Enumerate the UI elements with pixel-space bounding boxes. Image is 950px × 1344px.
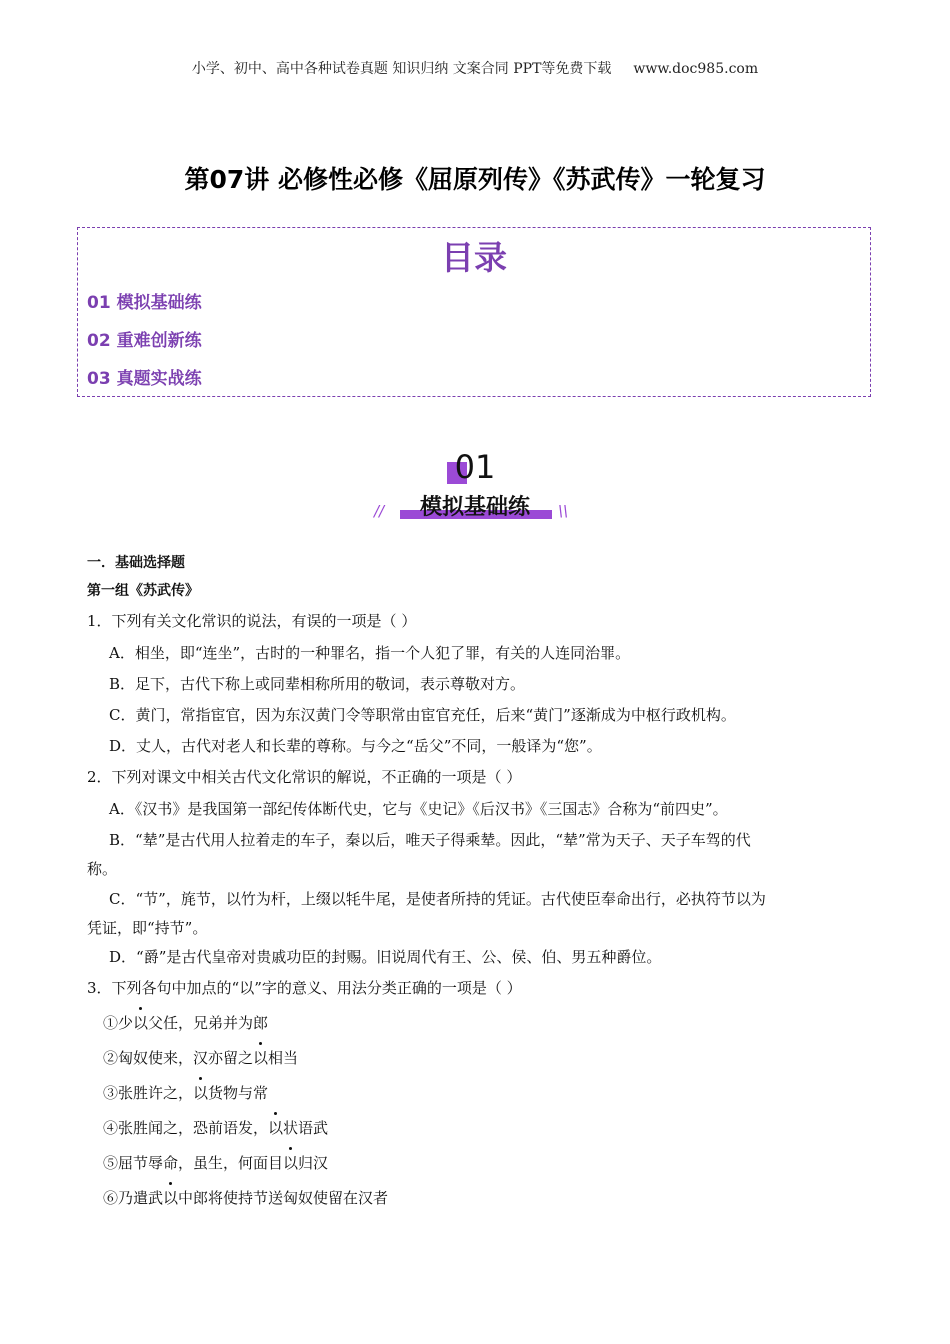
q2-option-c-line2: 凭证，即“持节”。: [87, 919, 208, 937]
dotted-char: 以: [283, 1154, 299, 1172]
toc-heading: 目录: [441, 238, 507, 277]
q2-option-b-line2: 称。: [87, 860, 118, 878]
q1-stem: 1．下列有关文化常识的说法，有误的一项是（ ）: [87, 612, 417, 630]
q3-item-5-before: ⑤屈节辱命，虽生，何面目: [103, 1154, 284, 1172]
q3-item-6: [103, 1187, 388, 1208]
q1-option-d: D．丈人，古代对老人和长辈的尊称。与今之“岳父”不同，一般译为“您”。: [109, 737, 602, 755]
q3-item-4-after: 状语武: [283, 1119, 329, 1137]
dotted-char: 以: [268, 1119, 284, 1137]
q2-stem: 2．下列对课文中相关古代文化常识的解说，不正确的一项是（ ）: [87, 768, 522, 786]
q3-item-1-after: 父任，兄弟并为郎: [148, 1014, 269, 1032]
document-title: 第07讲 必修性必修《屈原列传》《苏武传》一轮复习: [184, 165, 766, 194]
q2-option-d: D．“爵”是古代皇帝对贵戚功臣的封赐。旧说周代有王、公、侯、伯、男五种爵位。: [109, 948, 662, 966]
banner-slash-right: \\: [558, 502, 569, 520]
q1-option-a: A．相坐，即“连坐”，古时的一种罪名，指一个人犯了罪，有关的人连同治罪。: [109, 644, 631, 662]
header-text: 小学、初中、高中各种试卷真题 知识归纳 文案合同 PPT等免费下载: [191, 61, 612, 77]
q3-item-3-before: ③张胜许之，: [103, 1084, 194, 1102]
q1-option-c: C．黄门，常指宦官，因为东汉黄门令等职常由宦官充任，后来“黄门”逐渐成为中枢行政机构。: [109, 706, 736, 724]
section-banner: [370, 450, 580, 530]
q3-item-3-after: 货物与常: [208, 1084, 269, 1102]
section-heading: 一．基础选择题: [87, 555, 185, 571]
q2-option-c-line1: C．“节”，旄节，以竹为杆，上缀以牦牛尾，是使者所持的凭证。古代使臣奉命出行，必执符节以为: [109, 890, 766, 908]
q3-item-2: [103, 1047, 298, 1068]
group-heading: 第一组《苏武传》: [87, 583, 199, 599]
q2-option-a: A．《汉书》是我国第一部纪传体断代史，它与《史记》《后汉书》《三国志》合称为“前四史”。: [109, 800, 728, 818]
q2-option-b-line1: B．“辇”是古代用人拉着走的车子，秦以后，唯天子得乘辇。因此，“辇”常为天子、天子车驾的代: [109, 831, 751, 849]
q3-item-4: [103, 1117, 328, 1138]
q3-item-5: [103, 1152, 328, 1173]
toc-item-2[interactable]: 02 重难创新练: [87, 331, 202, 351]
q3-stem: 3．下列各句中加点的“以”字的意义、用法分类正确的一项是（ ）: [87, 979, 522, 997]
header-site-link[interactable]: www.doc985.com: [633, 61, 759, 77]
q3-item-6-before: ⑥乃遣武: [103, 1189, 164, 1207]
q3-item-5-after: 归汉: [298, 1154, 329, 1172]
dotted-char: 以: [193, 1084, 209, 1102]
q3-item-2-after: 相当: [268, 1049, 299, 1067]
toc-item-1[interactable]: 01 模拟基础练: [87, 293, 202, 313]
banner-title: 模拟基础练: [419, 495, 530, 520]
q3-item-1-before: ①少: [103, 1014, 134, 1032]
page-header: [0, 58, 950, 78]
banner-slash-left: //: [374, 502, 385, 520]
dotted-char: 以: [133, 1014, 149, 1032]
q1-option-b: B．足下，古代下称上或同辈相称所用的敬词，表示尊敬对方。: [109, 675, 526, 693]
q3-item-3: [103, 1082, 268, 1103]
q3-item-6-after: 中郎将使持节送匈奴使留在汉者: [178, 1189, 389, 1207]
dotted-char: 以: [253, 1049, 269, 1067]
q3-item-1: [103, 1012, 268, 1033]
table-of-contents: [77, 227, 871, 397]
dotted-char: 以: [163, 1189, 179, 1207]
q3-item-4-before: ④张胜闻之，恐前语发，: [103, 1119, 269, 1137]
toc-item-3[interactable]: 03 真题实战练: [87, 369, 202, 389]
q3-item-2-before: ②匈奴使来，汉亦留之: [103, 1049, 254, 1067]
banner-number: 01: [454, 448, 496, 486]
